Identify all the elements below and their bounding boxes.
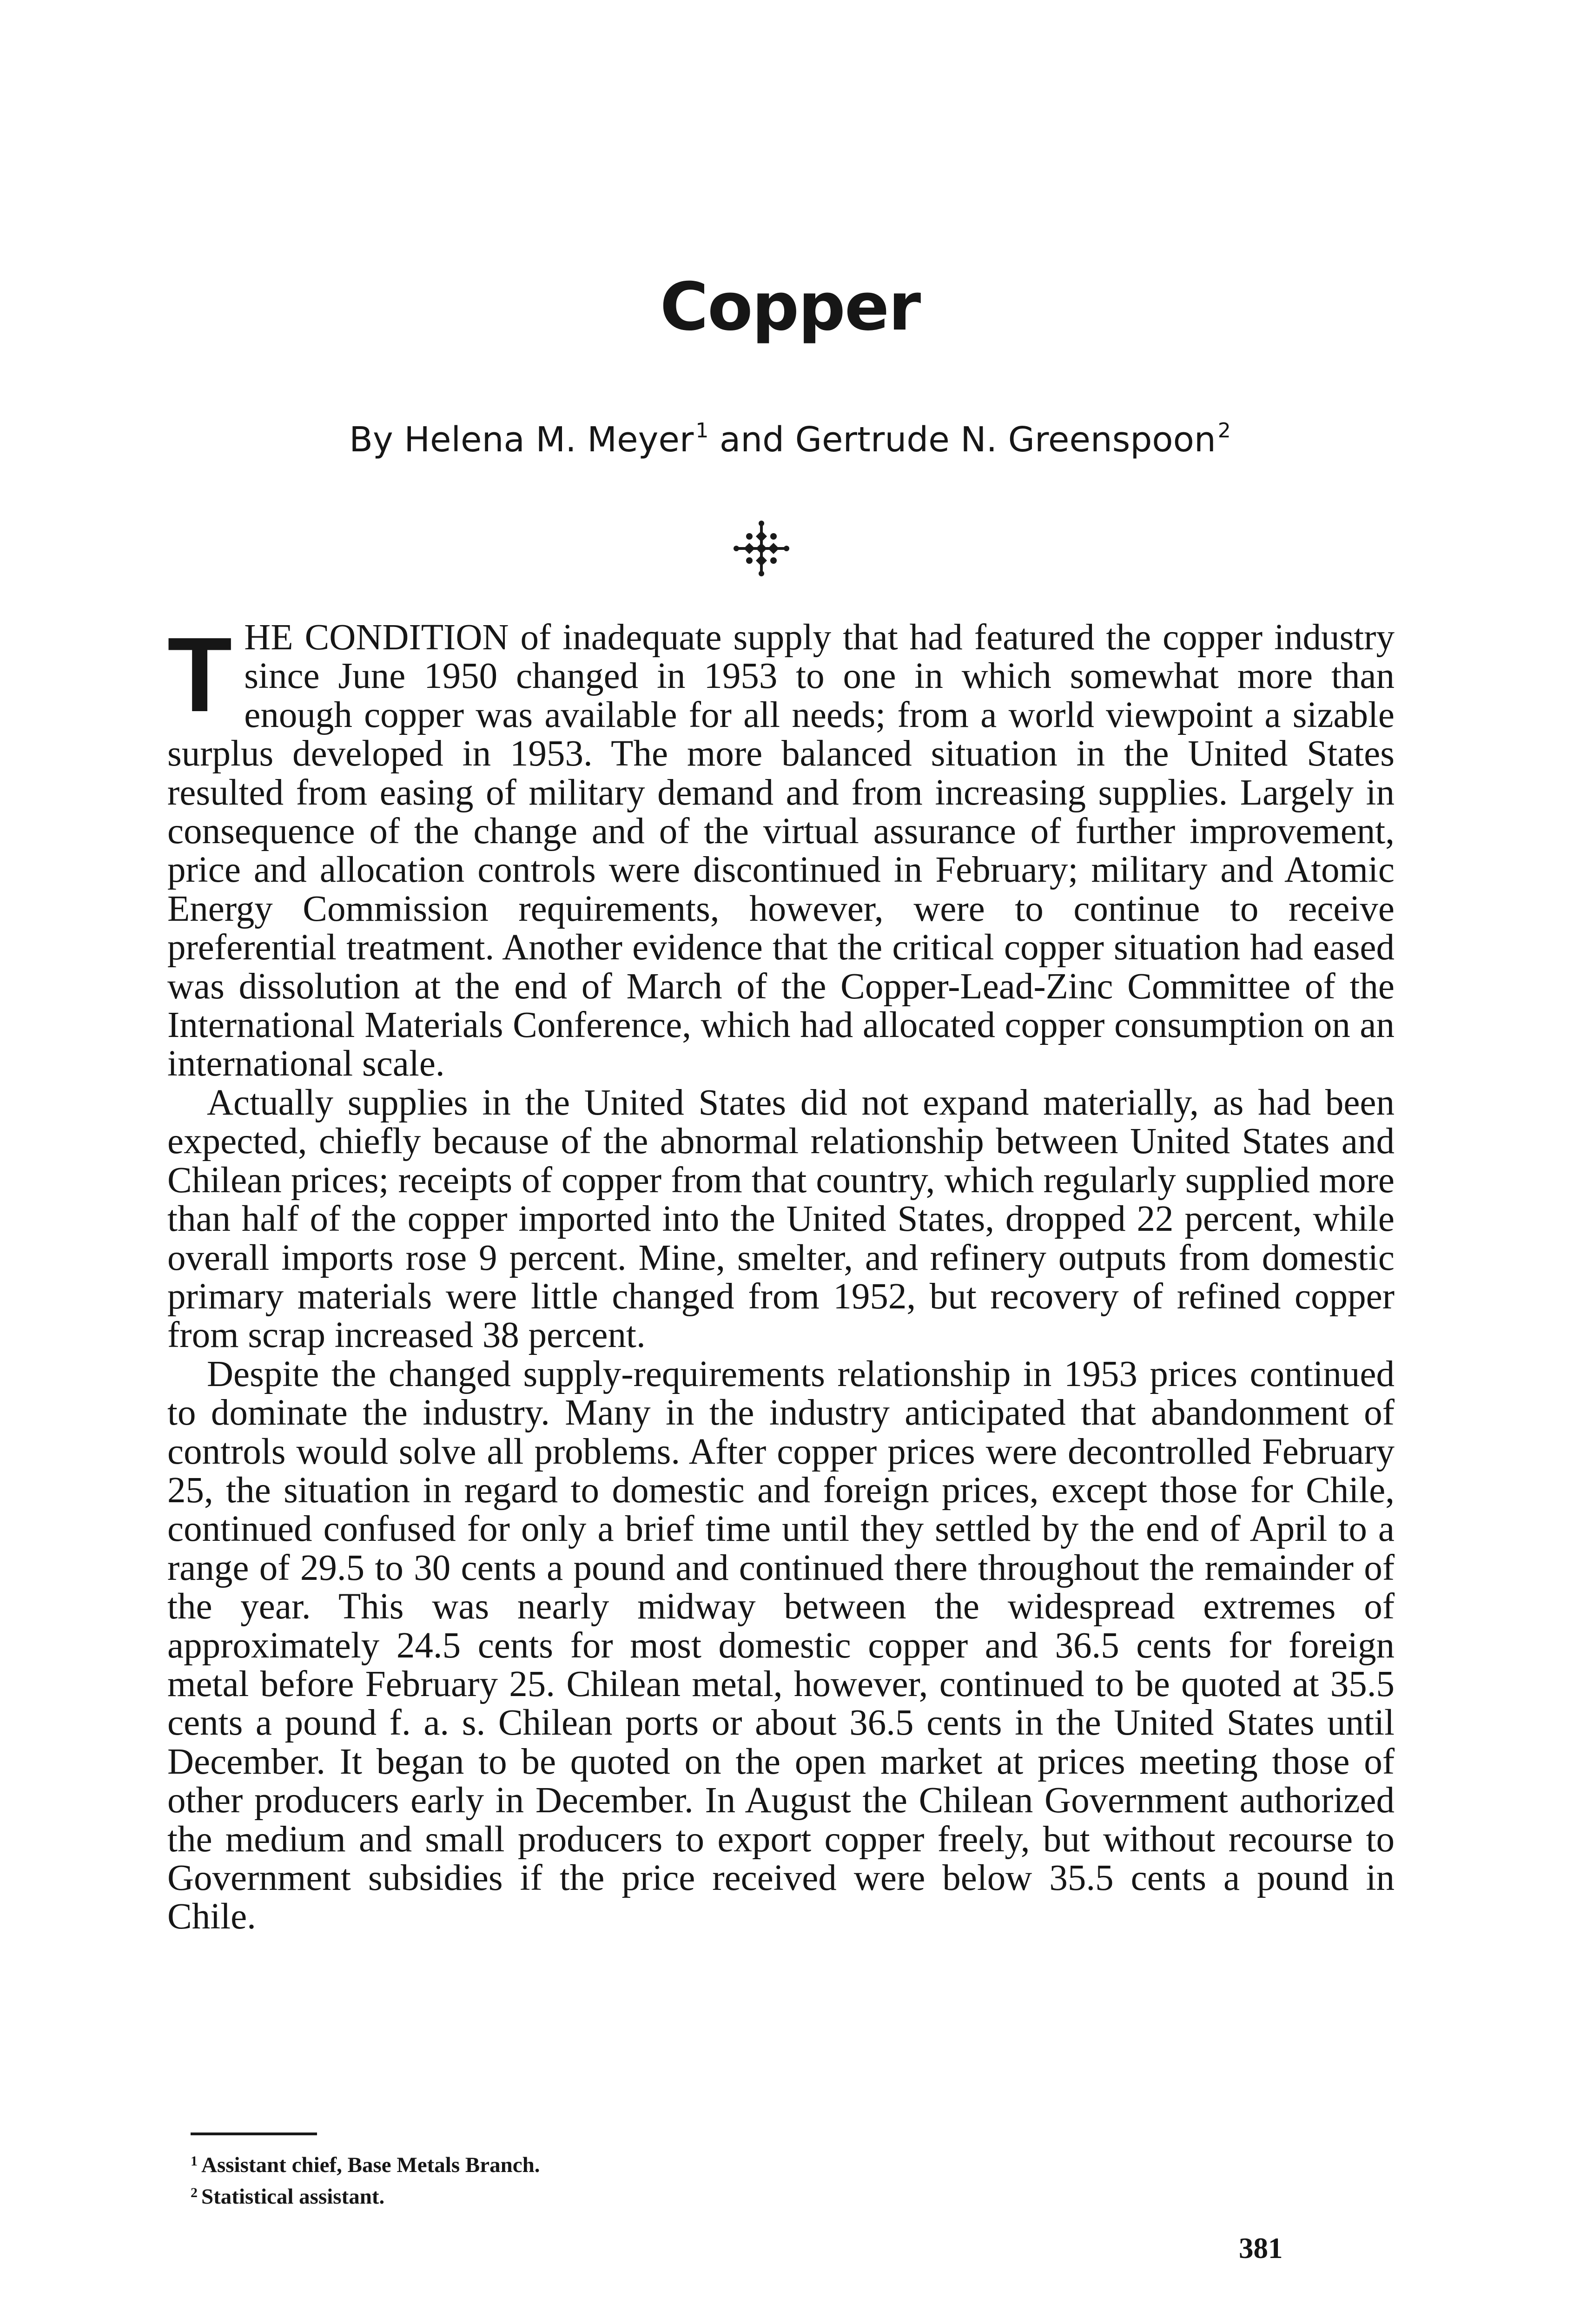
byline-joiner: and [708,420,795,460]
ornament-icon [734,521,789,576]
footnotes [191,2147,1306,2211]
footnote [191,2147,1306,2179]
footnote [191,2179,1306,2211]
footnote-divider [191,2133,317,2135]
page-number: 381 [1239,2232,1283,2265]
byline [0,419,1580,460]
paragraph: Actually supplies in the United States did not expand materially, as had been expected, chiefly because of the abnormal relationship between United States and Chilean prices; receipts of copper from that country, which regularly supplied more than half of the copper imported into the United States, dropped 22 percent, while overall imports rose 9 percent. Mine, smelter, and refinery outputs from domestic primary materials were little changed from 1952, but recovery of refined copper from scrap increased 38 percent. [167,1082,1395,1356]
paragraph [167,618,1395,1083]
drop-cap: T [167,616,232,734]
author-2-footnote-ref: 2 [1217,419,1231,442]
byline-prefix: By [349,420,404,460]
paragraph: Despite the changed supply-requirements relationship in 1953 prices continued to dominate the industry. Many in the industry anticipated that abandonment of controls would solve all problems. After copper prices were decontrolled February 25, the situation in regard to domestic and foreign prices, except those for Chile, continued confused for only a brief time until they settled by the end of April to a range of 29.5 to 30 cents a pound and continued there throughout the remainder of the year. This was nearly midway between the widespread extremes of approximately 24.5 cents for most domestic copper and 36.5 cents for foreign metal before February 25. Chilean metal, however, continued to be quoted at 35.5 cents a pound f. a. s. Chilean ports or about 36.5 cents in the United States until December. It began to be quoted on the open market at prices meeting those of other producers early in December. In August the Chilean Government authorized the medium and small producers to export copper freely, but without recourse to Government subsidies if the price received were below 35.5 cents a pound in Chile. [167,1353,1395,1937]
footnote-text: Statistical assistant. [201,2185,385,2209]
paragraph-text: HE CONDITION of inadequate supply that had featured the copper industry since June 1950 changed in 1953 to one in which somewhat more than enough copper was available for all needs; from a world viewpoint a sizable surplus developed in 1953. The more balanced situation in the United States resulted from easing of military demand and from increasing supplies. Largely in consequence of the change and of the virtual assurance of further improvement, price and allocation controls were discontinued in February; military and Atomic Energy Commission requirements, however, were to continue to receive preferential treatment. Another evidence that the critical copper situation had eased was dissolution at the end of March of the Copper-Lead-Zinc Committee of the International Materials Conference, which had allocated copper consumption on an international scale. [167,617,1395,1084]
author-1-footnote-ref: 1 [695,419,709,442]
footnote-marker: 1 [191,2153,198,2169]
footnote-text: Assistant chief, Base Metals Branch. [201,2153,540,2177]
author-2: Gertrude N. Greenspoon [795,420,1216,460]
author-1: Helena M. Meyer [404,420,694,460]
page-title: Copper [660,269,920,345]
article-body [167,618,1395,1936]
footnote-marker: 2 [191,2185,198,2200]
